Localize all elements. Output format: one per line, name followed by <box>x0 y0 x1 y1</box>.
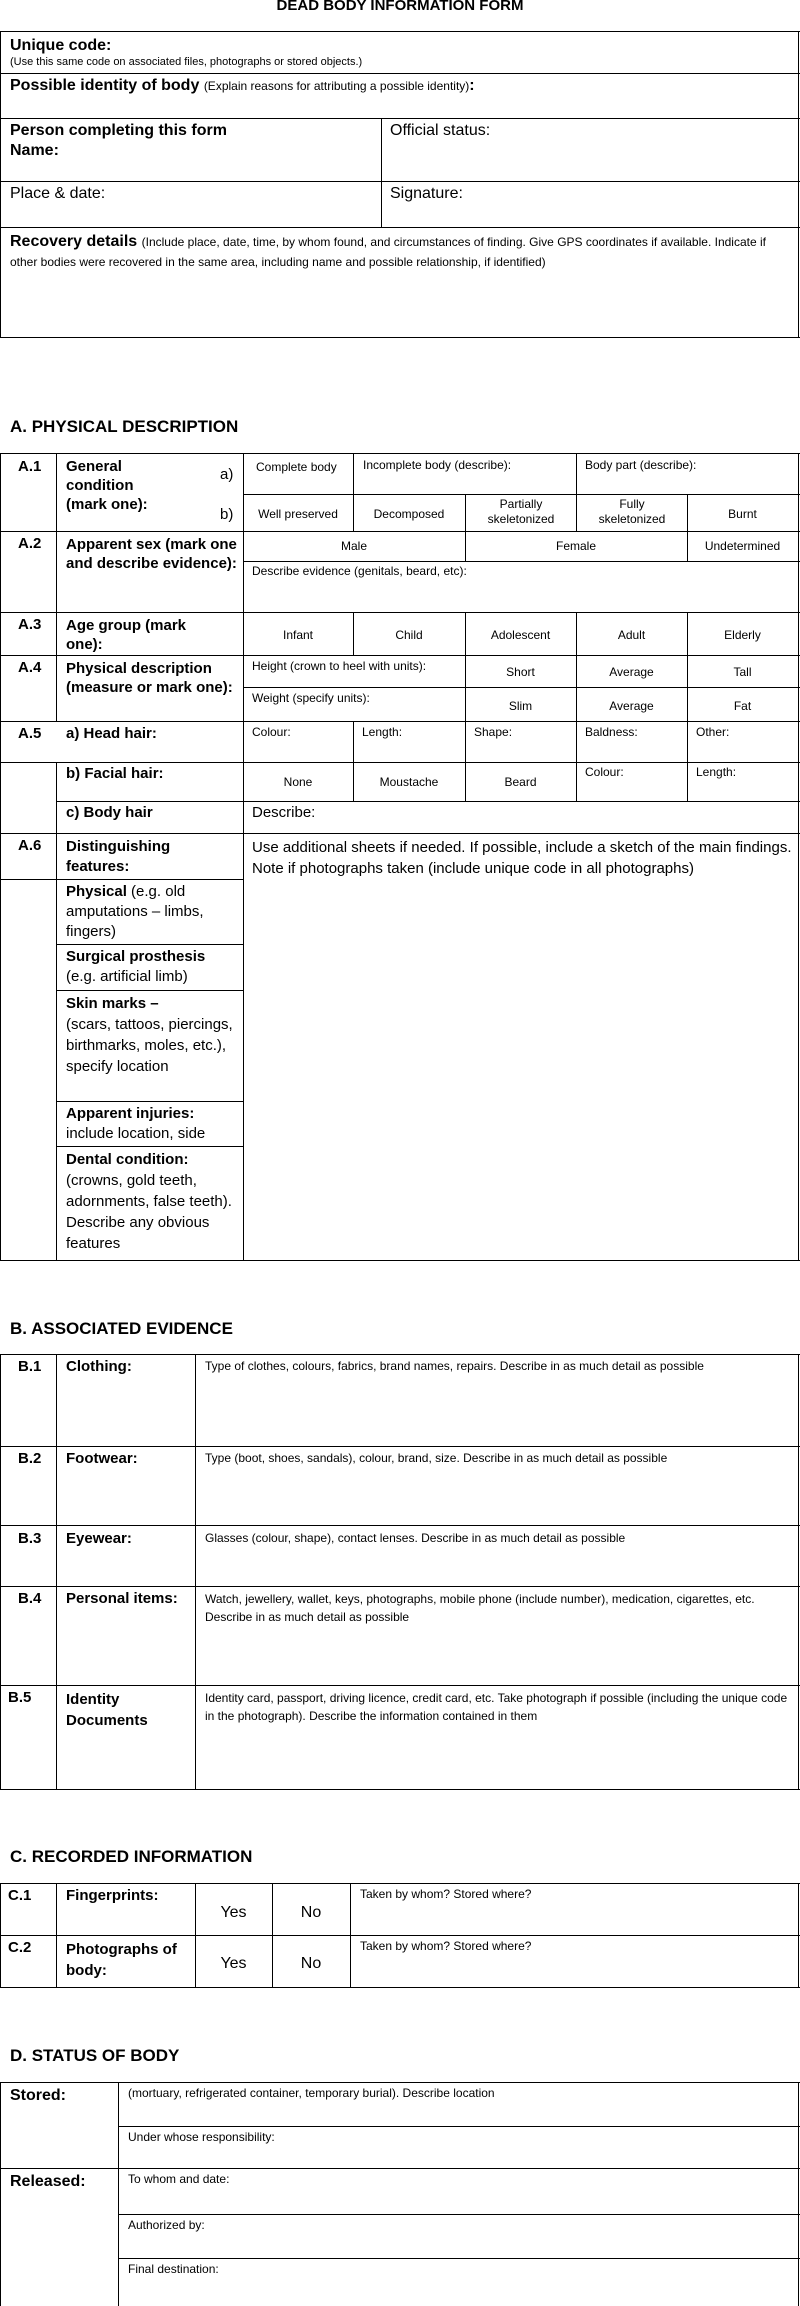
female-option[interactable]: Female <box>555 539 596 553</box>
a2-code: A.2 <box>18 535 42 552</box>
divider <box>0 1935 800 1936</box>
incomplete-body-option[interactable]: Incomplete body (describe): <box>363 458 512 472</box>
divider <box>0 2168 800 2169</box>
divider <box>0 2082 1 2306</box>
slim-option[interactable]: Slim <box>508 699 533 713</box>
partially-skeletonized-option[interactable]: Partially skeletonized <box>487 497 555 526</box>
b3-code: B.3 <box>18 1530 42 1547</box>
well-preserved-option[interactable]: Well preserved <box>258 507 338 521</box>
tall-option[interactable]: Tall <box>733 665 752 679</box>
facial-hair-label: b) Facial hair: <box>66 765 164 782</box>
b4-field[interactable]: Watch, jewellery, wallet, keys, photographs, mobile phone (include number), medication, cigarettes, etc. Describe in as much detail as possible <box>205 1592 755 1624</box>
divider <box>465 721 466 762</box>
to-whom-field[interactable]: To whom and date: <box>128 2172 230 2186</box>
divider <box>353 721 354 762</box>
divider <box>243 561 800 562</box>
divider <box>381 118 382 227</box>
divider <box>798 1883 799 1987</box>
divider <box>0 31 1 337</box>
divider <box>56 990 243 991</box>
a6-label: Distinguishing features: <box>66 838 171 875</box>
divider <box>118 2214 800 2215</box>
divider <box>0 1883 800 1884</box>
a3-label: Age group (mark one): <box>66 617 187 653</box>
adult-option[interactable]: Adult <box>617 628 646 642</box>
b2-code: B.2 <box>18 1450 42 1467</box>
decomposed-option[interactable]: Decomposed <box>373 507 445 521</box>
physical-feature <box>66 882 236 942</box>
divider <box>576 762 577 801</box>
injuries-label: Apparent injuries: <box>66 1105 195 1122</box>
a6-code: A.6 <box>18 837 42 854</box>
c1-code: C.1 <box>8 1887 32 1904</box>
divider <box>56 801 800 802</box>
body-hair-describe-field[interactable]: Describe: <box>252 804 316 821</box>
divider <box>798 2082 799 2306</box>
fat-option[interactable]: Fat <box>733 699 752 713</box>
divider <box>56 944 243 945</box>
moustache-option[interactable]: Moustache <box>379 775 439 789</box>
a5-code: A.5 <box>18 725 42 742</box>
final-destination-field[interactable]: Final destination: <box>128 2262 219 2276</box>
body-part-option[interactable]: Body part (describe): <box>585 458 697 472</box>
divider <box>56 1146 243 1147</box>
prosthesis-label: Surgical prosthesis <box>66 948 206 965</box>
male-option[interactable]: Male <box>340 539 367 553</box>
responsibility-field[interactable]: Under whose responsibility: <box>128 2130 275 2144</box>
divider <box>118 2126 800 2127</box>
divider <box>56 1101 243 1102</box>
adolescent-option[interactable]: Adolescent <box>490 628 551 642</box>
divider <box>195 1354 196 1789</box>
divider <box>798 1354 799 1789</box>
place-date-label: Place & date: <box>10 185 106 202</box>
injuries-feature <box>66 1104 238 1144</box>
c2-label: Photographs of body: <box>66 1941 177 1979</box>
a1-row-b: b) <box>220 506 234 523</box>
baldness-field[interactable]: Baldness: <box>585 725 638 739</box>
divider <box>56 762 57 1260</box>
divider <box>0 73 800 74</box>
sex-evidence-field[interactable]: Describe evidence (genitals, beard, etc): <box>252 564 467 578</box>
photographs-stored-field[interactable]: Taken by whom? Stored where? <box>360 1939 532 1953</box>
divider <box>0 337 800 338</box>
divider <box>0 721 800 722</box>
divider <box>0 1354 1 1789</box>
a1-label: General condition (mark one): <box>66 458 148 513</box>
a6-instructions: Use additional sheets if needed. If possible, include a sketch of the main findings. Note if photographs taken (include unique code in all photographs) <box>252 839 792 877</box>
divider <box>56 453 57 721</box>
divider <box>0 1260 800 1261</box>
divider <box>0 1883 1 1987</box>
head-hair-colour-field[interactable]: Colour: <box>252 725 291 739</box>
divider <box>0 181 800 182</box>
divider <box>798 453 799 1260</box>
divider <box>0 833 800 834</box>
a4-code: A.4 <box>18 659 42 676</box>
fingerprints-yes-option[interactable]: Yes <box>220 1904 247 1921</box>
a2-label: Apparent sex (mark one and describe evidence): <box>66 536 237 572</box>
injuries-note: include location, side <box>66 1125 206 1142</box>
form-title: DEAD BODY INFORMATION FORM <box>276 0 524 14</box>
fully-skeletonized-option[interactable]: Fully skeletonized <box>598 497 666 526</box>
b3-field[interactable]: Glasses (colour, shape), contact lenses. Describe in as much detail as possible <box>205 1531 626 1545</box>
b1-label: Clothing: <box>66 1358 132 1375</box>
divider <box>56 1883 57 1987</box>
physical-label: Physical <box>66 883 127 900</box>
divider <box>56 1354 57 1789</box>
divider <box>0 1446 800 1447</box>
dental-note: (crowns, gold teeth, adornments, false teeth). Describe any obvious features <box>66 1172 232 1252</box>
facial-none-option[interactable]: None <box>283 775 313 789</box>
b5-label: Identity Documents <box>66 1691 148 1729</box>
b3-label: Eyewear: <box>66 1530 132 1547</box>
weight-field[interactable]: Weight (specify units): <box>252 691 370 705</box>
name-label: Name: <box>10 142 59 159</box>
child-option[interactable]: Child <box>395 628 423 642</box>
a1-code: A.1 <box>18 458 42 475</box>
divider <box>0 31 800 32</box>
head-hair-length-field[interactable]: Length: <box>362 725 403 739</box>
divider <box>0 453 1 1260</box>
fingerprints-stored-field[interactable]: Taken by whom? Stored where? <box>360 1887 532 1901</box>
a3-code: A.3 <box>18 616 42 633</box>
identity-colon: : <box>469 77 475 94</box>
undetermined-option[interactable]: Undetermined <box>704 539 781 553</box>
released-label: Released: <box>10 2173 86 2190</box>
prosthesis-feature <box>66 947 236 987</box>
divider <box>0 879 243 880</box>
unique-code-note: (Use this same code on associated files, photographs or stored objects.) <box>10 56 363 68</box>
divider <box>576 721 577 762</box>
authorized-by-field[interactable]: Authorized by: <box>128 2218 205 2232</box>
section-c-title: C. RECORDED INFORMATION <box>10 1847 253 1866</box>
recovery-label: Recovery details <box>10 233 138 250</box>
head-hair-shape-field[interactable]: Shape: <box>474 725 513 739</box>
b5-code: B.5 <box>8 1689 32 1706</box>
divider <box>576 494 577 531</box>
stored-label: Stored: <box>10 2087 66 2104</box>
divider <box>0 762 800 763</box>
divider <box>118 2258 800 2259</box>
section-b-title: B. ASSOCIATED EVIDENCE <box>10 1319 233 1338</box>
divider <box>0 1789 800 1790</box>
photographs-yes-option[interactable]: Yes <box>220 1955 247 1972</box>
divider <box>0 1586 800 1587</box>
b4-code: B.4 <box>18 1590 42 1607</box>
complete-body-option[interactable]: Complete body <box>256 460 337 474</box>
divider <box>243 687 800 688</box>
skin-marks-label: Skin marks – <box>66 995 159 1012</box>
b5-field[interactable]: Identity card, passport, driving licence, credit card, etc. Take photograph if possible (including the unique code in the photograph). Describe the information contained in them <box>205 1691 788 1723</box>
divider <box>576 453 577 494</box>
burnt-option[interactable]: Burnt <box>728 507 757 521</box>
height-field[interactable]: Height (crown to heel with units): <box>252 659 427 673</box>
divider <box>465 494 466 531</box>
section-d-title: D. STATUS OF BODY <box>10 2046 180 2065</box>
prosthesis-note: (e.g. artificial limb) <box>66 968 188 985</box>
divider <box>0 118 800 119</box>
b1-code: B.1 <box>18 1358 42 1375</box>
identity-label: Possible identity of body <box>10 77 200 94</box>
body-hair-label: c) Body hair <box>66 804 153 821</box>
a1-row-a: a) <box>220 466 234 483</box>
physical-note: (e.g. old amputations – limbs, fingers) <box>66 883 204 940</box>
divider <box>0 1354 800 1355</box>
skin-marks-note: (scars, tattoos, piercings, birthmarks, moles, etc.), specify location <box>66 1016 233 1075</box>
head-hair-label: a) Head hair: <box>66 725 157 742</box>
b2-label: Footwear: <box>66 1450 138 1467</box>
recovery-details <box>10 232 790 272</box>
divider <box>687 762 688 801</box>
divider <box>118 2082 119 2306</box>
dental-feature <box>66 1149 236 1254</box>
identity-note: (Explain reasons for attributing a possible identity) <box>203 79 470 93</box>
average-height-option[interactable]: Average <box>609 665 654 679</box>
divider <box>0 531 800 532</box>
divider <box>0 2082 800 2083</box>
person-label: Person completing this form <box>10 122 227 139</box>
divider <box>0 1685 800 1686</box>
beard-option[interactable]: Beard <box>504 775 537 789</box>
c2-code: C.2 <box>8 1939 32 1956</box>
c1-label: Fingerprints: <box>66 1887 159 1904</box>
b4-label: Personal items: <box>66 1590 178 1607</box>
recovery-note: (Include place, date, time, by whom found, and circumstances of finding. Give GPS coordinates if available. Indicate if other bodies were recovered in the same area, including name and possible relationship, if identified) <box>10 235 766 269</box>
divider <box>0 227 800 228</box>
divider <box>243 453 244 1260</box>
divider <box>0 1987 800 1988</box>
b2-field[interactable]: Type (boot, shoes, sandals), colour, brand, size. Describe in as much detail as possible <box>205 1451 668 1465</box>
divider <box>0 1525 800 1526</box>
divider <box>0 453 800 454</box>
dental-label: Dental condition: <box>66 1151 189 1168</box>
short-option[interactable]: Short <box>506 665 535 679</box>
unique-code-label: Unique code: <box>10 37 112 54</box>
divider <box>350 1883 351 1987</box>
divider <box>0 612 800 613</box>
head-hair-other-field[interactable]: Other: <box>696 725 730 739</box>
skin-marks-feature <box>66 993 236 1077</box>
stored-location-field[interactable]: (mortuary, refrigerated container, temporary burial). Describe location <box>128 2086 495 2100</box>
facial-hair-colour-field[interactable]: Colour: <box>585 765 624 779</box>
average-weight-option[interactable]: Average <box>609 699 654 713</box>
divider <box>353 453 354 494</box>
identity-row <box>10 77 475 95</box>
divider <box>0 655 800 656</box>
signature-label: Signature: <box>390 185 463 202</box>
official-status-label: Official status: <box>390 122 491 139</box>
b1-field[interactable]: Type of clothes, colours, fabrics, brand names, repairs. Describe in as much detail as possible <box>205 1359 704 1373</box>
elderly-option[interactable]: Elderly <box>724 628 761 642</box>
photographs-no-option[interactable]: No <box>300 1955 322 1972</box>
section-a-title: A. PHYSICAL DESCRIPTION <box>10 417 239 436</box>
fingerprints-no-option[interactable]: No <box>300 1904 322 1921</box>
divider <box>798 31 799 337</box>
divider <box>243 494 800 495</box>
divider <box>687 721 688 762</box>
infant-option[interactable]: Infant <box>282 628 314 642</box>
facial-hair-length-field[interactable]: Length: <box>696 765 737 779</box>
a4-label: Physical description (measure or mark one): <box>66 660 233 696</box>
